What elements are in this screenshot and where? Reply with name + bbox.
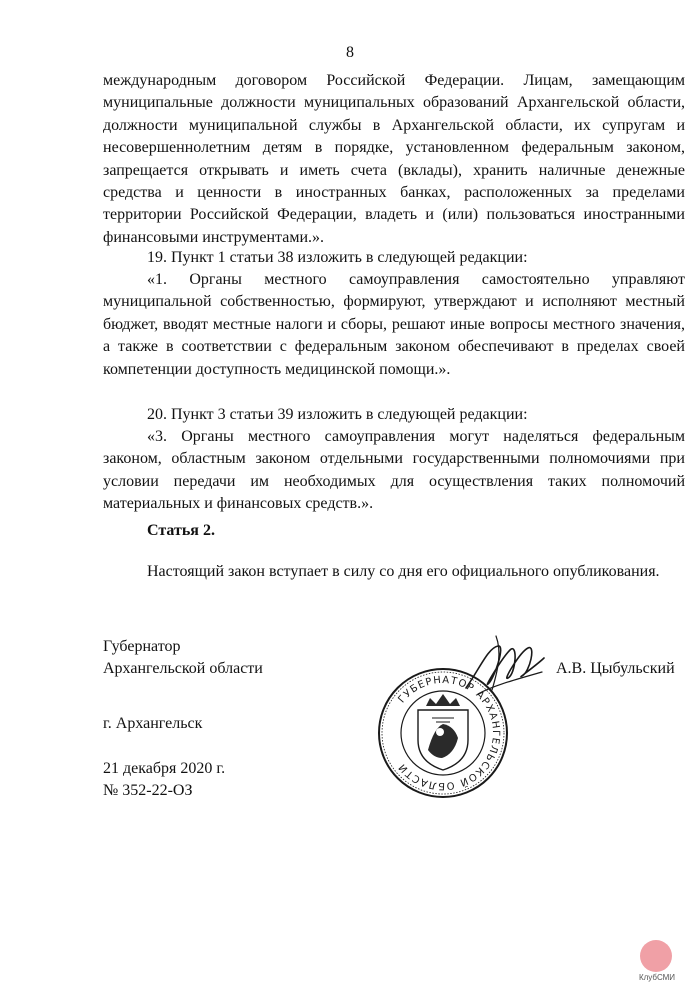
item-20-text: «3. Органы местного самоуправления могут наделяться федеральным законом, областным законом отдельными государственными полномочиями при условии передачи им необходимых для осуществления таких полномочий материальных и финансовых средств.». — [103, 428, 685, 513]
signatory-title-line2: Архангельской области — [103, 660, 263, 677]
item-19-intro: 19. Пункт 1 статьи 38 изложить в следующей редакции: — [147, 249, 528, 266]
article-2-text: Настоящий закон вступает в силу со дня его официального опубликования. — [147, 563, 660, 580]
signatory-title-line1: Губернатор — [103, 638, 181, 655]
law-number: № 352-22-ОЗ — [103, 782, 193, 799]
city: г. Архангельск — [103, 715, 203, 732]
seal-text: ГУБЕРНАТОР АРХАНГЕЛЬСКОЙ ОБЛАСТИ — [396, 674, 502, 792]
signature-icon — [458, 628, 550, 706]
watermark-text: КлубСМИ — [638, 973, 676, 982]
paragraph-continuation: международным договором Российской Федерации. Лицам, замещающим муниципальные должности муниципальных образований Архангельской области, должности муниципальной службы в Архангельской области, их супругам и несовершеннолетним детям в порядке, установленном федеральным законом, запрещается открывать и иметь счета (вклады), хранить наличные денежные средства и ценности в иностранных банках, расположенных за пределами территории Российской Федерации, владеть и (или) пользоваться иностранными финансовыми инструментами.». — [103, 72, 685, 246]
item-20-intro: 20. Пункт 3 статьи 39 изложить в следующей редакции: — [147, 406, 528, 423]
article-2-heading: Статья 2. — [147, 522, 215, 539]
item-19-text: «1. Органы местного самоуправления самостоятельно управляют муниципальной собственностью, формируют, утверждают и исполняют местный бюджет, вводят местные налоги и сборы, решают иные вопросы местного значения, а также в соответствии с федеральным законом обеспечивают в пределах своей компетенции доступность медицинской помощи.». — [103, 271, 685, 378]
page-number: 8 — [346, 44, 354, 61]
watermark-dot-icon — [640, 940, 672, 972]
date: 21 декабря 2020 г. — [103, 760, 226, 777]
signatory-name: А.В. Цыбульский — [556, 660, 675, 677]
watermark-logo — [634, 940, 678, 984]
